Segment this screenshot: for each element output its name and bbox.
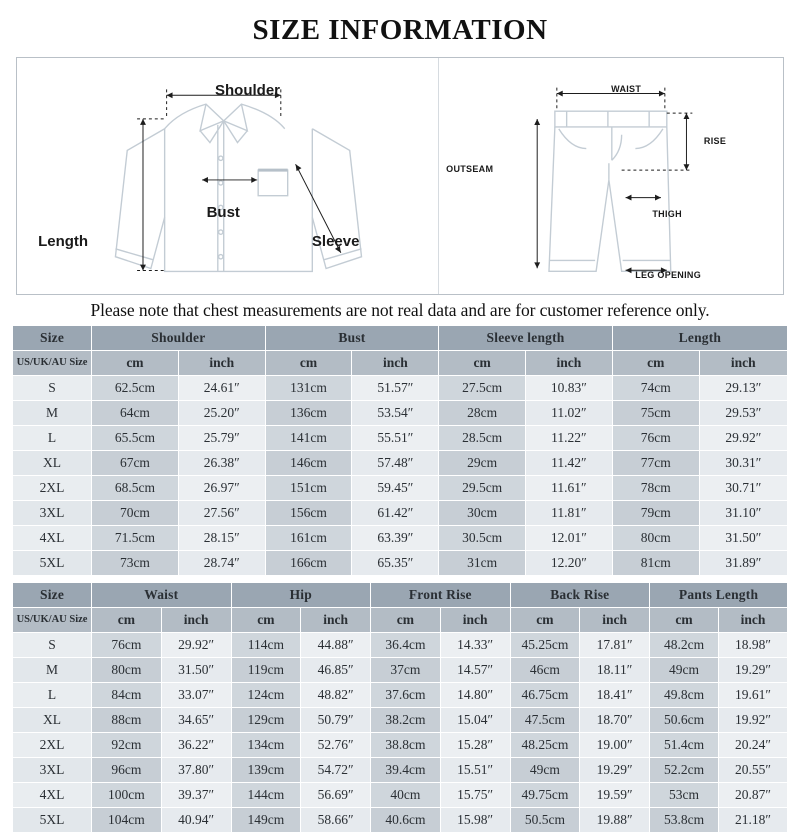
cell-pants-length-cm: 50.6cm	[650, 708, 719, 733]
table-row	[13, 708, 788, 733]
cell-length-cm: 77cm	[612, 451, 699, 476]
cell-bust-cm: 136cm	[265, 401, 352, 426]
page-title: SIZE INFORMATION	[252, 14, 548, 46]
header-us-uk-au-size: US/UK/AU Size	[13, 608, 92, 633]
row-size: L	[13, 683, 92, 708]
cell-hip-cm: 144cm	[231, 783, 301, 808]
cell-bust-inch: 61.42″	[352, 501, 439, 526]
cell-waist-cm: 100cm	[92, 783, 162, 808]
cell-shoulder-inch: 28.74″	[178, 551, 265, 576]
cell-pants-length-inch: 20.55″	[719, 758, 788, 783]
cell-hip-inch: 50.79″	[301, 708, 371, 733]
cell-back-rise-cm: 48.25cm	[510, 733, 580, 758]
cell-hip-inch: 58.66″	[301, 808, 371, 833]
cell-shoulder-cm: 67cm	[92, 451, 179, 476]
row-size: S	[13, 376, 92, 401]
cell-bust-inch: 59.45″	[352, 476, 439, 501]
cell-waist-cm: 88cm	[92, 708, 162, 733]
cell-sleeve-cm: 29.5cm	[439, 476, 526, 501]
cell-back-rise-inch: 19.00″	[580, 733, 650, 758]
cell-shoulder-cm: 71.5cm	[92, 526, 179, 551]
cell-front-rise-cm: 38.8cm	[371, 733, 441, 758]
table-row	[13, 551, 788, 576]
cell-sleeve-cm: 31cm	[439, 551, 526, 576]
cell-length-cm: 80cm	[612, 526, 699, 551]
cell-front-rise-cm: 39.4cm	[371, 758, 441, 783]
cell-hip-inch: 44.88″	[301, 633, 371, 658]
table-header-sub-row	[13, 351, 788, 376]
cell-bust-cm: 166cm	[265, 551, 352, 576]
cell-hip-inch: 54.72″	[301, 758, 371, 783]
cell-back-rise-cm: 45.25cm	[510, 633, 580, 658]
cell-shoulder-inch: 27.56″	[178, 501, 265, 526]
cell-shoulder-inch: 25.79″	[178, 426, 265, 451]
cell-bust-cm: 131cm	[265, 376, 352, 401]
cell-length-inch: 31.89″	[699, 551, 787, 576]
cell-length-inch: 30.71″	[699, 476, 787, 501]
cell-pants-length-cm: 49cm	[650, 658, 719, 683]
table-row	[13, 758, 788, 783]
label-outseam: OUTSEAM	[446, 164, 494, 175]
cell-length-cm: 81cm	[612, 551, 699, 576]
cell-pants-length-inch: 20.24″	[719, 733, 788, 758]
header-back-rise-cm: cm	[510, 608, 580, 633]
row-size: L	[13, 426, 92, 451]
row-size: 3XL	[13, 501, 92, 526]
header-hip-inch: inch	[301, 608, 371, 633]
shirt-diagram	[17, 58, 438, 294]
cell-bust-cm: 151cm	[265, 476, 352, 501]
cell-sleeve-cm: 29cm	[439, 451, 526, 476]
header-waist: Waist	[92, 583, 232, 608]
cell-front-rise-cm: 40.6cm	[371, 808, 441, 833]
row-size: XL	[13, 708, 92, 733]
cell-shoulder-cm: 64cm	[92, 401, 179, 426]
measurement-diagrams	[16, 57, 784, 295]
header-waist-cm: cm	[92, 608, 162, 633]
header-front-rise-cm: cm	[371, 608, 441, 633]
header-front-rise-inch: inch	[440, 608, 510, 633]
cell-front-rise-cm: 36.4cm	[371, 633, 441, 658]
label-sleeve: Sleeve	[311, 232, 360, 250]
cell-length-inch: 29.13″	[699, 376, 787, 401]
header-sleeve-length: Sleeve length	[439, 326, 613, 351]
row-size: XL	[13, 451, 92, 476]
cell-shoulder-inch: 26.38″	[178, 451, 265, 476]
header-waist-inch: inch	[161, 608, 231, 633]
pants-diagram	[438, 58, 783, 294]
cell-waist-inch: 37.80″	[161, 758, 231, 783]
header-length-cm: cm	[612, 351, 699, 376]
cell-back-rise-cm: 47.5cm	[510, 708, 580, 733]
header-us-uk-au-size: US/UK/AU Size	[13, 351, 92, 376]
cell-back-rise-inch: 18.70″	[580, 708, 650, 733]
row-size: S	[13, 633, 92, 658]
cell-front-rise-inch: 15.28″	[440, 733, 510, 758]
table-header-main-row	[13, 583, 788, 608]
cell-front-rise-inch: 15.04″	[440, 708, 510, 733]
table-row	[13, 451, 788, 476]
row-size: 4XL	[13, 526, 92, 551]
header-bust: Bust	[265, 326, 439, 351]
cell-bust-inch: 55.51″	[352, 426, 439, 451]
header-shoulder-cm: cm	[92, 351, 179, 376]
cell-hip-inch: 46.85″	[301, 658, 371, 683]
cell-sleeve-inch: 11.22″	[526, 426, 613, 451]
cell-bust-inch: 65.35″	[352, 551, 439, 576]
cell-hip-cm: 129cm	[231, 708, 301, 733]
header-back-rise-inch: inch	[580, 608, 650, 633]
header-sleeve-inch: inch	[526, 351, 613, 376]
cell-pants-length-inch: 19.29″	[719, 658, 788, 683]
cell-waist-inch: 29.92″	[161, 633, 231, 658]
label-shoulder: Shoulder	[215, 81, 281, 99]
cell-hip-cm: 119cm	[231, 658, 301, 683]
cell-back-rise-cm: 46.75cm	[510, 683, 580, 708]
cell-front-rise-cm: 37.6cm	[371, 683, 441, 708]
cell-pants-length-inch: 19.61″	[719, 683, 788, 708]
label-bust: Bust	[206, 204, 240, 222]
cell-back-rise-inch: 18.41″	[580, 683, 650, 708]
header-size: Size	[13, 326, 92, 351]
measurement-note: Please note that chest measurements are not real data and are for customer reference only.	[90, 300, 710, 320]
header-pants-length: Pants Length	[650, 583, 788, 608]
cell-shoulder-inch: 24.61″	[178, 376, 265, 401]
row-size: 3XL	[13, 758, 92, 783]
table-row	[13, 733, 788, 758]
label-length: Length	[38, 232, 89, 250]
cell-bust-cm: 156cm	[265, 501, 352, 526]
cell-front-rise-cm: 37cm	[371, 658, 441, 683]
cell-shoulder-inch: 28.15″	[178, 526, 265, 551]
header-size: Size	[13, 583, 92, 608]
cell-bust-cm: 141cm	[265, 426, 352, 451]
header-back-rise: Back Rise	[510, 583, 650, 608]
cell-waist-cm: 104cm	[92, 808, 162, 833]
cell-bust-inch: 57.48″	[352, 451, 439, 476]
cell-back-rise-inch: 18.11″	[580, 658, 650, 683]
cell-front-rise-inch: 14.33″	[440, 633, 510, 658]
cell-length-inch: 31.50″	[699, 526, 787, 551]
cell-waist-cm: 96cm	[92, 758, 162, 783]
cell-length-cm: 78cm	[612, 476, 699, 501]
table-row	[13, 783, 788, 808]
cell-length-cm: 76cm	[612, 426, 699, 451]
cell-hip-inch: 52.76″	[301, 733, 371, 758]
header-shoulder-inch: inch	[178, 351, 265, 376]
cell-waist-inch: 34.65″	[161, 708, 231, 733]
cell-hip-cm: 114cm	[231, 633, 301, 658]
cell-hip-inch: 48.82″	[301, 683, 371, 708]
header-sleeve-cm: cm	[439, 351, 526, 376]
label-leg-opening: LEG OPENING	[635, 270, 701, 281]
label-waist: WAIST	[611, 83, 642, 94]
cell-waist-inch: 40.94″	[161, 808, 231, 833]
table-row	[13, 376, 788, 401]
table-header-main-row	[13, 326, 788, 351]
cell-shoulder-cm: 65.5cm	[92, 426, 179, 451]
cell-hip-cm: 139cm	[231, 758, 301, 783]
cell-shoulder-inch: 25.20″	[178, 401, 265, 426]
cell-pants-length-cm: 49.8cm	[650, 683, 719, 708]
cell-back-rise-inch: 19.59″	[580, 783, 650, 808]
cell-sleeve-cm: 28.5cm	[439, 426, 526, 451]
header-length-inch: inch	[699, 351, 787, 376]
cell-pants-length-cm: 52.2cm	[650, 758, 719, 783]
cell-length-inch: 29.53″	[699, 401, 787, 426]
cell-bust-inch: 53.54″	[352, 401, 439, 426]
cell-waist-cm: 80cm	[92, 658, 162, 683]
cell-sleeve-inch: 11.42″	[526, 451, 613, 476]
table-row	[13, 633, 788, 658]
cell-back-rise-inch: 19.29″	[580, 758, 650, 783]
header-front-rise: Front Rise	[371, 583, 511, 608]
row-size: 2XL	[13, 476, 92, 501]
cell-back-rise-cm: 46cm	[510, 658, 580, 683]
row-size: M	[13, 401, 92, 426]
cell-waist-cm: 76cm	[92, 633, 162, 658]
cell-sleeve-inch: 11.02″	[526, 401, 613, 426]
cell-bust-inch: 63.39″	[352, 526, 439, 551]
cell-sleeve-inch: 11.81″	[526, 501, 613, 526]
header-shoulder: Shoulder	[92, 326, 266, 351]
table-row	[13, 476, 788, 501]
cell-shoulder-cm: 68.5cm	[92, 476, 179, 501]
cell-length-cm: 79cm	[612, 501, 699, 526]
cell-sleeve-cm: 27.5cm	[439, 376, 526, 401]
header-pants-length-cm: cm	[650, 608, 719, 633]
cell-hip-cm: 134cm	[231, 733, 301, 758]
cell-bust-cm: 161cm	[265, 526, 352, 551]
row-size: 5XL	[13, 808, 92, 833]
cell-waist-cm: 92cm	[92, 733, 162, 758]
cell-pants-length-inch: 18.98″	[719, 633, 788, 658]
row-size: 2XL	[13, 733, 92, 758]
row-size: 4XL	[13, 783, 92, 808]
cell-hip-inch: 56.69″	[301, 783, 371, 808]
cell-back-rise-inch: 19.88″	[580, 808, 650, 833]
cell-waist-cm: 84cm	[92, 683, 162, 708]
cell-length-cm: 75cm	[612, 401, 699, 426]
cell-shoulder-cm: 62.5cm	[92, 376, 179, 401]
cell-front-rise-inch: 14.57″	[440, 658, 510, 683]
cell-front-rise-cm: 40cm	[371, 783, 441, 808]
cell-waist-inch: 39.37″	[161, 783, 231, 808]
cell-hip-cm: 149cm	[231, 808, 301, 833]
cell-shoulder-cm: 70cm	[92, 501, 179, 526]
top-size-table	[12, 325, 788, 576]
row-size: M	[13, 658, 92, 683]
header-bust-inch: inch	[352, 351, 439, 376]
cell-sleeve-cm: 30.5cm	[439, 526, 526, 551]
cell-front-rise-inch: 15.51″	[440, 758, 510, 783]
table-row	[13, 808, 788, 833]
cell-sleeve-cm: 28cm	[439, 401, 526, 426]
header-hip-cm: cm	[231, 608, 301, 633]
cell-pants-length-cm: 53cm	[650, 783, 719, 808]
table-row	[13, 426, 788, 451]
cell-sleeve-inch: 12.01″	[526, 526, 613, 551]
cell-pants-length-inch: 21.18″	[719, 808, 788, 833]
cell-pants-length-inch: 19.92″	[719, 708, 788, 733]
cell-bust-inch: 51.57″	[352, 376, 439, 401]
cell-back-rise-cm: 50.5cm	[510, 808, 580, 833]
cell-sleeve-inch: 10.83″	[526, 376, 613, 401]
table-row	[13, 683, 788, 708]
table-row	[13, 658, 788, 683]
cell-waist-inch: 33.07″	[161, 683, 231, 708]
cell-sleeve-cm: 30cm	[439, 501, 526, 526]
label-rise: RISE	[703, 135, 727, 146]
cell-pants-length-inch: 20.87″	[719, 783, 788, 808]
cell-hip-cm: 124cm	[231, 683, 301, 708]
table-row	[13, 401, 788, 426]
table-header-sub-row	[13, 608, 788, 633]
row-size: 5XL	[13, 551, 92, 576]
cell-sleeve-inch: 11.61″	[526, 476, 613, 501]
table-row	[13, 526, 788, 551]
header-hip: Hip	[231, 583, 371, 608]
header-length: Length	[612, 326, 787, 351]
cell-sleeve-inch: 12.20″	[526, 551, 613, 576]
cell-length-cm: 74cm	[612, 376, 699, 401]
cell-pants-length-cm: 48.2cm	[650, 633, 719, 658]
cell-front-rise-inch: 15.75″	[440, 783, 510, 808]
cell-back-rise-cm: 49.75cm	[510, 783, 580, 808]
cell-length-inch: 31.10″	[699, 501, 787, 526]
cell-waist-inch: 31.50″	[161, 658, 231, 683]
table-row	[13, 501, 788, 526]
cell-pants-length-cm: 53.8cm	[650, 808, 719, 833]
label-thigh: THIGH	[652, 209, 682, 220]
cell-pants-length-cm: 51.4cm	[650, 733, 719, 758]
cell-bust-cm: 146cm	[265, 451, 352, 476]
cell-length-inch: 29.92″	[699, 426, 787, 451]
cell-front-rise-cm: 38.2cm	[371, 708, 441, 733]
cell-back-rise-inch: 17.81″	[580, 633, 650, 658]
bottom-size-table	[12, 582, 788, 833]
header-pants-length-inch: inch	[719, 608, 788, 633]
header-bust-cm: cm	[265, 351, 352, 376]
cell-shoulder-inch: 26.97″	[178, 476, 265, 501]
cell-shoulder-cm: 73cm	[92, 551, 179, 576]
cell-length-inch: 30.31″	[699, 451, 787, 476]
cell-front-rise-inch: 14.80″	[440, 683, 510, 708]
cell-back-rise-cm: 49cm	[510, 758, 580, 783]
cell-front-rise-inch: 15.98″	[440, 808, 510, 833]
cell-waist-inch: 36.22″	[161, 733, 231, 758]
